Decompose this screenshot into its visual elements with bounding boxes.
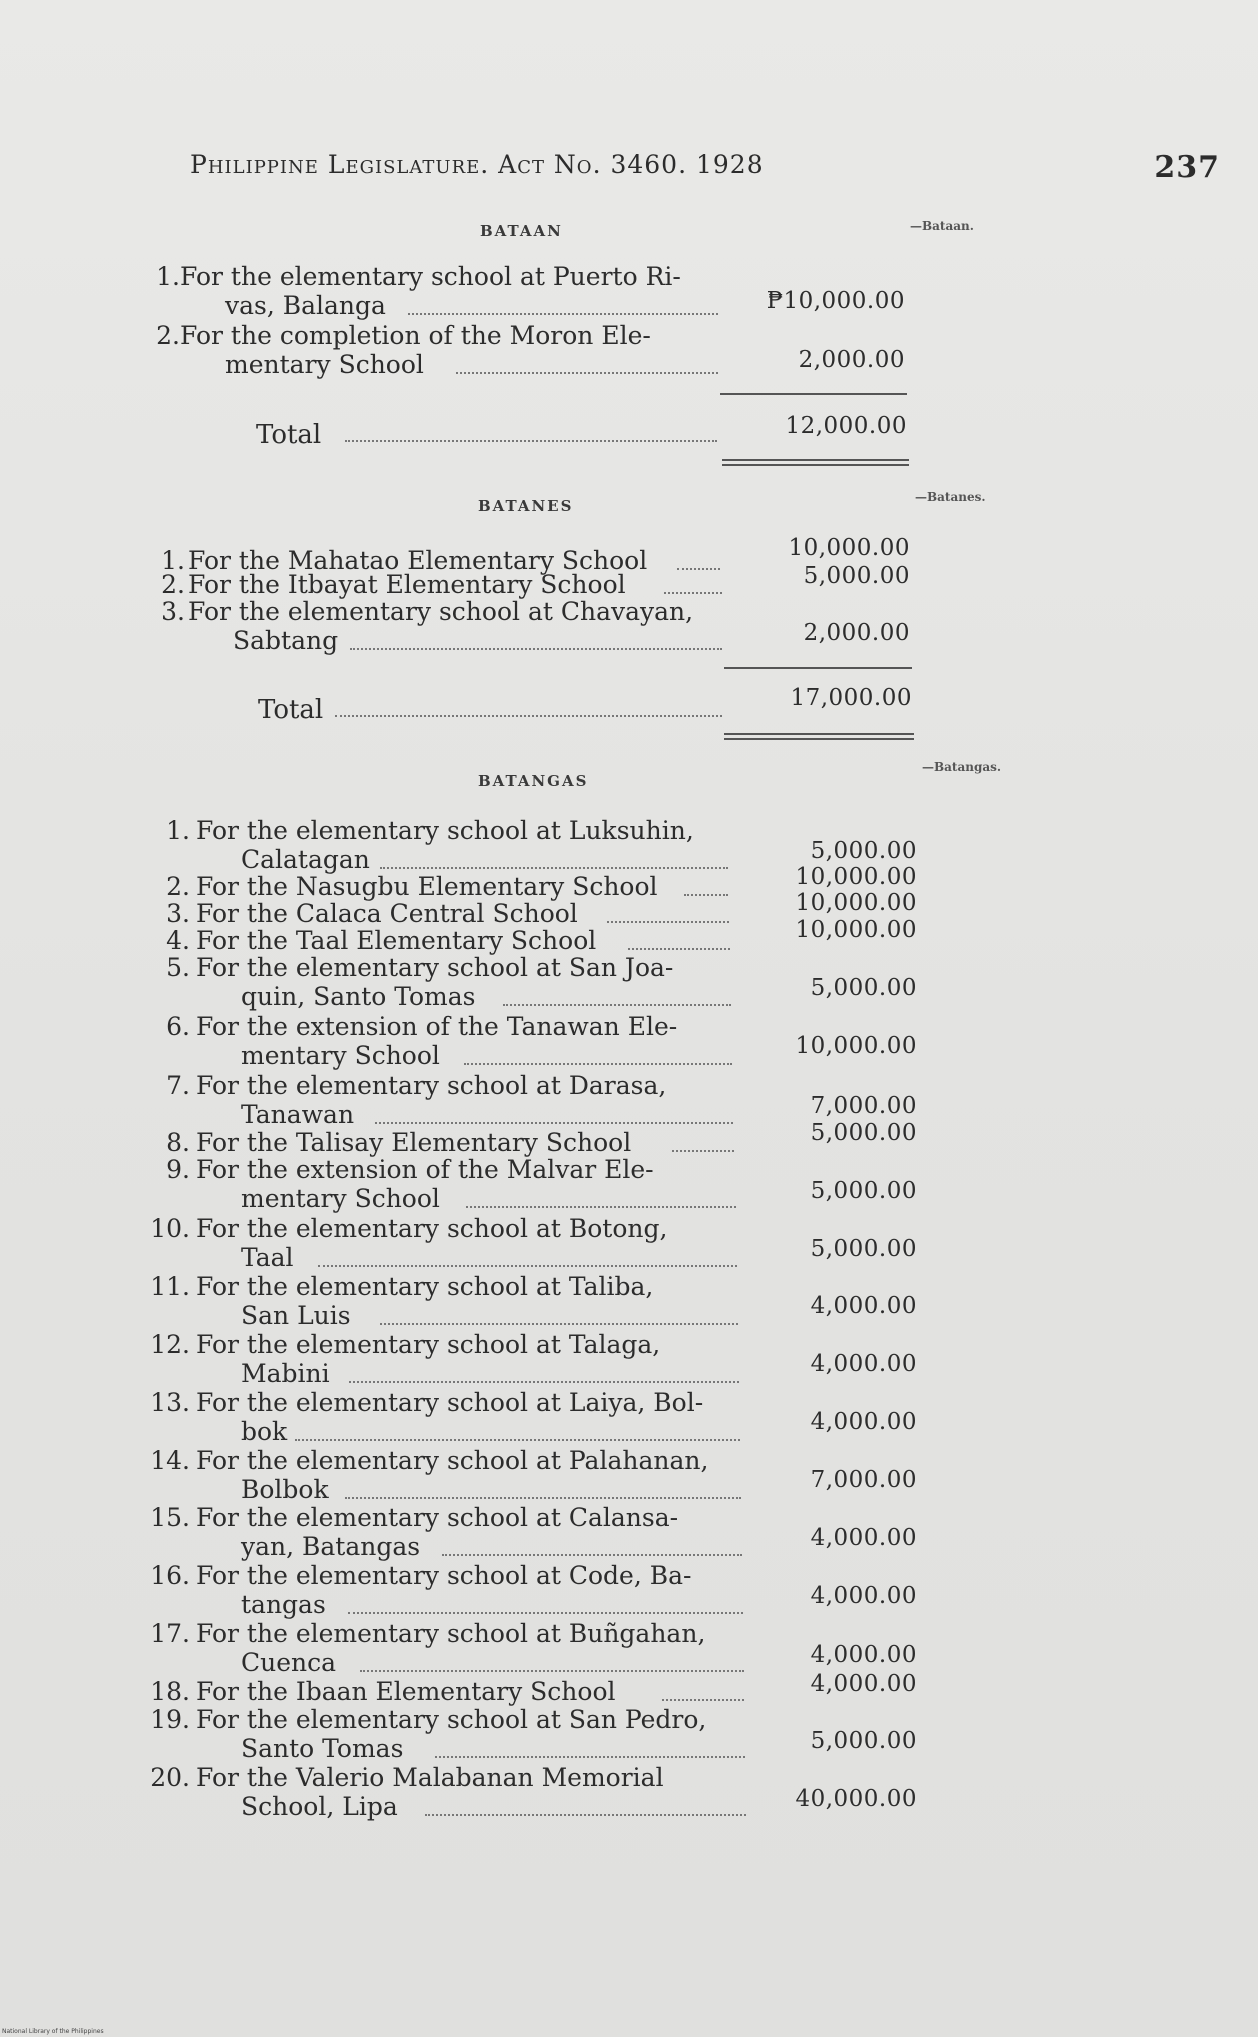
item-description: For the elementary school at Code, Ba- xyxy=(196,1561,692,1590)
item-description-continued: quin, Santo Tomas xyxy=(241,982,476,1011)
item-description: For the elementary school at Buñgahan, xyxy=(196,1619,706,1648)
item-amount: 5,000.00 xyxy=(810,838,917,864)
item-description: For the elementary school at San Joa- xyxy=(196,953,674,982)
item-description-continued: Sabtang xyxy=(233,626,339,655)
item-description-continued: Bolbok xyxy=(241,1475,329,1504)
dot-leader xyxy=(408,313,718,315)
total-label-bataan: Total xyxy=(256,420,322,450)
margin-note-bataan: —Bataan. xyxy=(910,219,974,233)
section-heading-bataan: BATAAN xyxy=(480,222,563,240)
item-number: 5. xyxy=(166,953,190,982)
item-description-continued: Santo Tomas xyxy=(241,1734,404,1763)
item-description-continued: Mabini xyxy=(241,1359,330,1388)
dot-leader xyxy=(380,867,728,869)
item-number: 7. xyxy=(166,1071,190,1100)
dot-leader xyxy=(380,1323,738,1325)
item-amount: 10,000.00 xyxy=(795,864,917,890)
item-description-continued: bok xyxy=(241,1417,288,1446)
section-heading-batangas: BATANGAS xyxy=(478,772,589,790)
item-number: 3. xyxy=(161,597,185,626)
dot-leader xyxy=(345,440,717,442)
item-description: For the Itbayat Elementary School xyxy=(188,570,626,599)
item-description: For the Nasugbu Elementary School xyxy=(196,872,658,901)
item-description-continued: mentary School xyxy=(241,1184,440,1213)
item-amount: 4,000.00 xyxy=(810,1583,917,1609)
item-description-continued: vas, Balanga xyxy=(225,291,386,320)
item-number: 17. xyxy=(150,1619,190,1648)
dot-leader xyxy=(607,921,729,923)
item-description: For the completion of the Moron Ele- xyxy=(180,321,651,350)
item-description-continued: Calatagan xyxy=(241,845,370,874)
section-heading-batanes: BATANES xyxy=(478,497,574,515)
item-description: For the Ibaan Elementary School xyxy=(196,1677,616,1706)
dot-leader xyxy=(350,648,722,650)
item-number: 11. xyxy=(150,1272,190,1301)
item-description: For the elementary school at Chavayan, xyxy=(188,597,694,626)
dot-leader xyxy=(662,1699,744,1701)
item-number: 15. xyxy=(150,1503,190,1532)
margin-note-batangas: —Batangas. xyxy=(922,760,1002,774)
item-amount: ₱10,000.00 xyxy=(766,288,905,314)
item-description: For the elementary school at Luksuhin, xyxy=(196,816,694,845)
item-amount: 2,000.00 xyxy=(798,347,905,373)
item-description-continued: Tanawan xyxy=(241,1100,355,1129)
item-number: 10. xyxy=(150,1214,190,1243)
item-amount: 4,000.00 xyxy=(810,1351,917,1377)
dot-leader xyxy=(442,1554,742,1556)
item-number: 12. xyxy=(150,1330,190,1359)
item-number: 20. xyxy=(150,1763,190,1792)
item-number: 3. xyxy=(166,899,190,928)
item-description: For the elementary school at San Pedro, xyxy=(196,1705,707,1734)
item-number: 9. xyxy=(166,1155,190,1184)
item-amount: 40,000.00 xyxy=(795,1786,917,1812)
dot-leader xyxy=(503,1004,731,1006)
item-amount: 4,000.00 xyxy=(810,1671,917,1697)
item-amount: 4,000.00 xyxy=(810,1293,917,1319)
subtotal-rule xyxy=(720,393,907,395)
total-double-rule xyxy=(722,459,909,466)
item-number: 18. xyxy=(150,1677,190,1706)
dot-leader xyxy=(375,1122,733,1124)
item-amount: 10,000.00 xyxy=(788,535,910,561)
item-number: 19. xyxy=(150,1705,190,1734)
dot-leader xyxy=(425,1814,746,1816)
dot-leader xyxy=(466,1206,736,1208)
dot-leader xyxy=(335,715,722,717)
running-title: Philippine Legislature. Act No. 3460. 1928 xyxy=(190,150,764,179)
item-description: For the elementary school at Palahanan, xyxy=(196,1446,709,1475)
dot-leader xyxy=(349,1381,739,1383)
item-number: 1. xyxy=(156,262,180,291)
item-number: 2. xyxy=(156,321,180,350)
item-number: 2. xyxy=(161,570,185,599)
total-amount-batanes: 17,000.00 xyxy=(790,685,912,711)
dot-leader xyxy=(435,1756,745,1758)
item-number: 4. xyxy=(166,926,190,955)
item-amount: 10,000.00 xyxy=(795,1033,917,1059)
item-description: For the elementary school at Darasa, xyxy=(196,1071,667,1100)
item-amount: 10,000.00 xyxy=(795,917,917,943)
item-description: For the elementary school at Puerto Ri- xyxy=(180,262,681,291)
item-description-continued: Cuenca xyxy=(241,1648,337,1677)
item-description: For the Valerio Malabanan Memorial xyxy=(196,1763,664,1792)
subtotal-rule xyxy=(724,667,912,669)
dot-leader xyxy=(464,1063,732,1065)
item-number: 13. xyxy=(150,1388,190,1417)
item-description-continued: yan, Batangas xyxy=(241,1532,421,1561)
item-number: 14. xyxy=(150,1446,190,1475)
item-description: For the Talisay Elementary School xyxy=(196,1128,632,1157)
item-description-continued: mentary School xyxy=(241,1041,440,1070)
dot-leader xyxy=(360,1670,744,1672)
dot-leader xyxy=(684,894,728,896)
item-amount: 7,000.00 xyxy=(810,1093,917,1119)
page-header xyxy=(190,150,1220,190)
item-description: For the elementary school at Taliba, xyxy=(196,1272,654,1301)
item-amount: 5,000.00 xyxy=(810,975,917,1001)
item-amount: 4,000.00 xyxy=(810,1409,917,1435)
item-description: For the Taal Elementary School xyxy=(196,926,597,955)
item-description: For the extension of the Tanawan Ele- xyxy=(196,1012,678,1041)
item-description-continued: Taal xyxy=(241,1243,294,1272)
item-number: 6. xyxy=(166,1012,190,1041)
item-description-continued: mentary School xyxy=(225,350,424,379)
dot-leader xyxy=(456,372,718,374)
total-double-rule xyxy=(724,733,914,740)
item-description: For the elementary school at Botong, xyxy=(196,1214,668,1243)
item-number: 1. xyxy=(161,546,185,575)
item-description: For the Calaca Central School xyxy=(196,899,578,928)
item-amount: 10,000.00 xyxy=(795,890,917,916)
item-amount: 4,000.00 xyxy=(810,1525,917,1551)
item-number: 8. xyxy=(166,1128,190,1157)
item-description-continued: San Luis xyxy=(241,1301,351,1330)
dot-leader xyxy=(318,1265,737,1267)
dot-leader xyxy=(295,1439,740,1441)
item-description: For the elementary school at Talaga, xyxy=(196,1330,661,1359)
item-description: For the elementary school at Laiya, Bol- xyxy=(196,1388,704,1417)
item-amount: 5,000.00 xyxy=(810,1236,917,1262)
item-amount: 2,000.00 xyxy=(803,620,910,646)
item-description: For the extension of the Malvar Ele- xyxy=(196,1155,654,1184)
item-description-continued: School, Lipa xyxy=(241,1792,398,1821)
item-amount: 5,000.00 xyxy=(810,1728,917,1754)
total-label-batanes: Total xyxy=(258,695,324,725)
item-description: For the elementary school at Calansa- xyxy=(196,1503,679,1532)
item-amount: 4,000.00 xyxy=(810,1642,917,1668)
item-number: 1. xyxy=(166,816,190,845)
item-amount: 7,000.00 xyxy=(810,1467,917,1493)
dot-leader xyxy=(345,1497,741,1499)
dot-leader xyxy=(628,948,730,950)
dot-leader xyxy=(348,1612,743,1614)
item-amount: 5,000.00 xyxy=(803,563,910,589)
digitization-credit: National Library of the Philippines xyxy=(2,2028,104,2035)
total-amount-bataan: 12,000.00 xyxy=(785,413,907,439)
item-description: For the Mahatao Elementary School xyxy=(188,546,648,575)
dot-leader xyxy=(664,592,722,594)
margin-note-batanes: —Batanes. xyxy=(915,490,986,504)
page-number: 237 xyxy=(1154,150,1220,185)
dot-leader xyxy=(672,1150,734,1152)
item-amount: 5,000.00 xyxy=(810,1120,917,1146)
item-number: 16. xyxy=(150,1561,190,1590)
item-description-continued: tangas xyxy=(241,1590,326,1619)
item-number: 2. xyxy=(166,872,190,901)
item-amount: 5,000.00 xyxy=(810,1178,917,1204)
